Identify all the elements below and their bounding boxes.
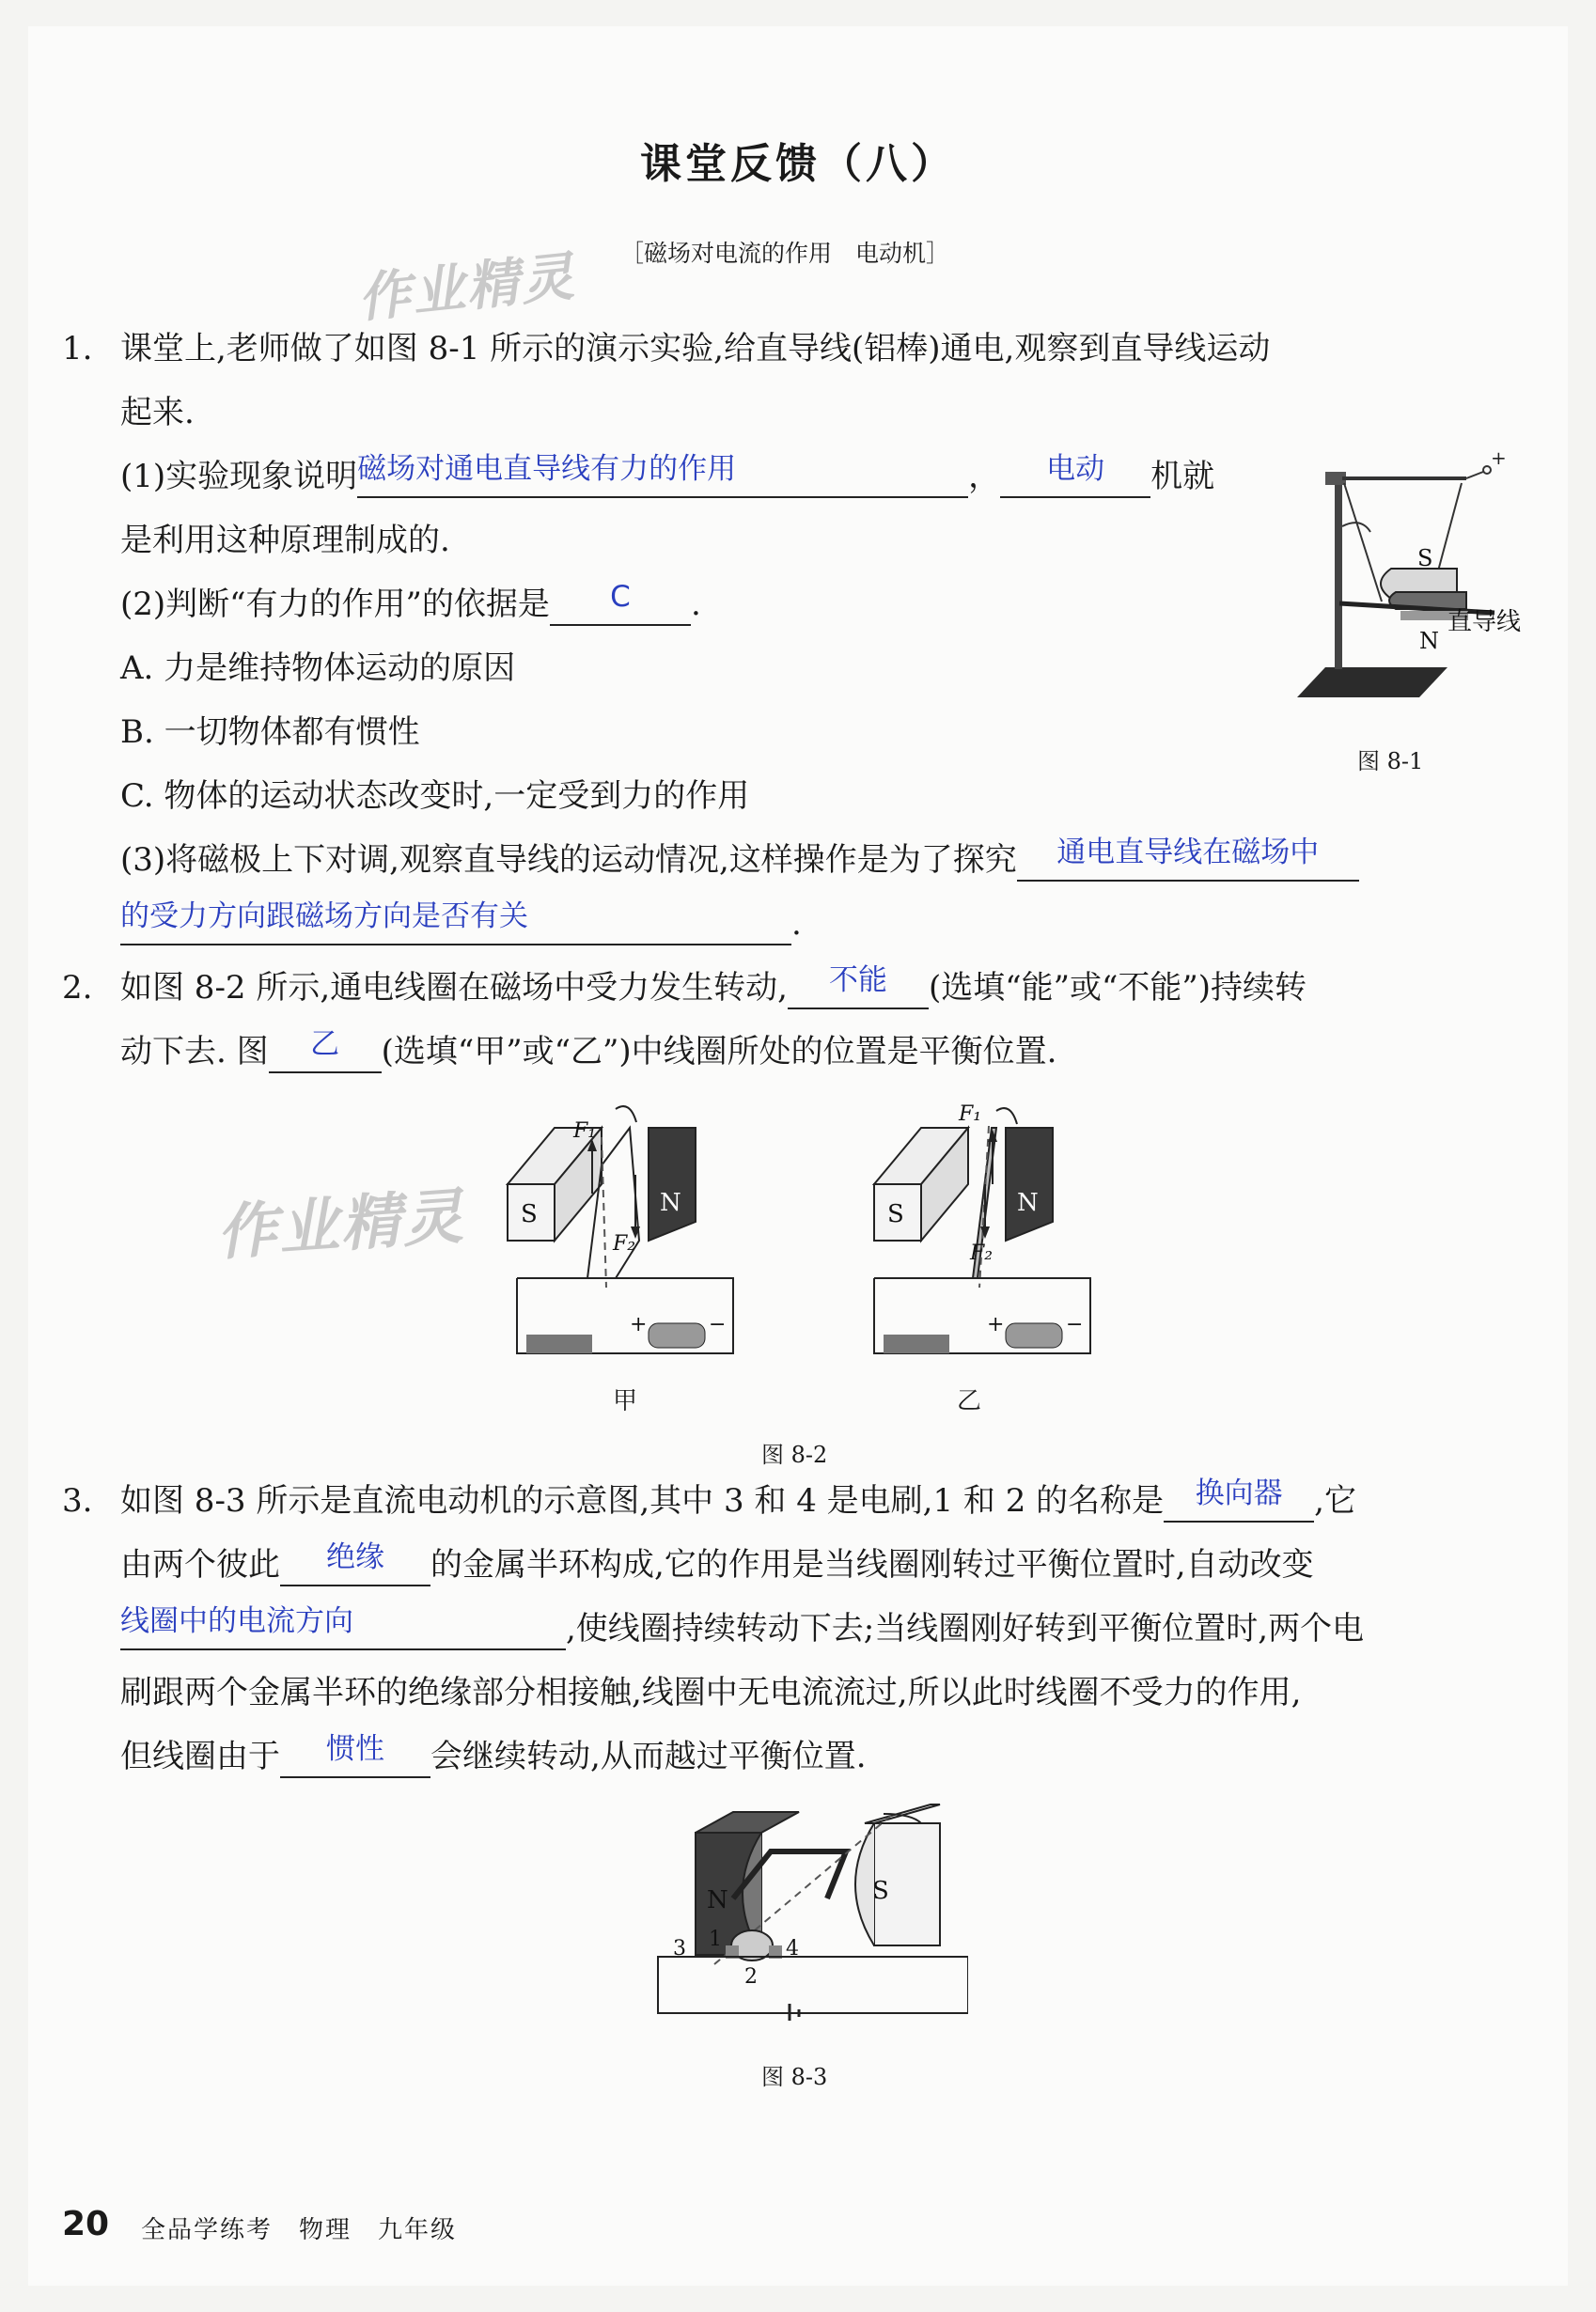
q1-part3-line2 xyxy=(120,899,802,945)
fig2-right-plus: + xyxy=(987,1313,1005,1336)
figure-8-2-label-jia: 甲 xyxy=(613,1387,638,1415)
q1-part2-blank[interactable] xyxy=(550,580,691,626)
q1-part1-blank1[interactable] xyxy=(357,452,968,498)
q3-answer2: 绝缘 xyxy=(326,1540,384,1574)
q1-part1-line2: 是利用这种原理制成的. xyxy=(120,522,450,559)
q3-answer3: 线圈中的电流方向 xyxy=(120,1604,353,1638)
figure-8-2-right xyxy=(855,1100,1109,1382)
q3-blank4[interactable] xyxy=(280,1732,430,1778)
q1-number: 1. xyxy=(62,330,93,367)
q1-part1-blank2[interactable] xyxy=(1000,452,1150,498)
q1-part1-line1 xyxy=(120,452,1215,498)
figure-8-2-left xyxy=(498,1100,752,1382)
q2-line2-suffix: (选填“甲”或“乙”)中线圈所处的位置是平衡位置. xyxy=(381,1033,1057,1070)
fig3-label-4: 4 xyxy=(786,1937,799,1961)
q3-line1-prefix: 如图 8-3 所示是直流电动机的示意图,其中 3 和 4 是电刷,1 和 2 的名称是 xyxy=(120,1482,1165,1520)
q1-part2-line xyxy=(120,580,701,626)
q2-answer1: 不能 xyxy=(828,963,887,997)
q1-option-a: A. 力是维持物体运动的原因 xyxy=(120,649,516,687)
q3-line2-suffix: 的金属半环构成,它的作用是当线圈刚转过平衡位置时,自动改变 xyxy=(430,1546,1314,1584)
fig2-right-f1: F₁ xyxy=(959,1102,982,1126)
fig1-plus-label: + xyxy=(1491,451,1507,469)
fig2-right-pole-s: S xyxy=(887,1200,904,1228)
q3-line5 xyxy=(120,1732,867,1778)
fig1-label-n: N xyxy=(1419,628,1439,654)
page-number: 20 xyxy=(62,2205,110,2243)
q2-line1-prefix: 如图 8-2 所示,通电线圈在磁场中受力发生转动, xyxy=(120,969,788,1007)
fig2-left-f2: F₂ xyxy=(613,1232,636,1256)
q1-stem-line1: 课堂上,老师做了如图 8-1 所示的演示实验,给直导线(铝棒)通电,观察到直导线运动 xyxy=(120,330,1271,367)
q2-line1 xyxy=(120,963,1307,1009)
q3-answer4: 惯性 xyxy=(326,1732,384,1766)
figure-8-3 xyxy=(649,1795,968,2021)
q3-line3 xyxy=(120,1604,1365,1650)
fig2-left-f1: F₁ xyxy=(573,1119,597,1143)
q3-line4: 刷跟两个金属半环的绝缘部分相接触,线圈中无电流流过,所以此时线圈不受力的作用, xyxy=(120,1674,1302,1711)
q3-line5-suffix: 会继续转动,从而越过平衡位置. xyxy=(430,1738,867,1775)
q1-part2-suffix: . xyxy=(690,586,701,623)
q3-line1-suffix: ,它 xyxy=(1314,1482,1356,1520)
fig2-left-pole-s: S xyxy=(521,1200,538,1228)
q2-line2 xyxy=(120,1027,1057,1073)
fig1-label-wire: 直导线 xyxy=(1447,608,1522,636)
fig3-label-2: 2 xyxy=(744,1965,758,1989)
fig3-label-1: 1 xyxy=(709,1928,722,1951)
q2-number: 2. xyxy=(62,969,93,1007)
fig3-pole-n: N xyxy=(707,1886,728,1914)
q1-part3-suffix: . xyxy=(791,905,802,943)
fig2-right-pole-n: N xyxy=(1017,1189,1039,1217)
fig1-label-s: S xyxy=(1417,545,1433,571)
fig2-right-minus: − xyxy=(1066,1313,1084,1336)
fig2-right-f2: F₂ xyxy=(970,1242,994,1265)
q2-line1-suffix: (选填“能”或“不能”)持续转 xyxy=(928,969,1307,1007)
q2-line2-prefix: 动下去. 图 xyxy=(120,1033,269,1070)
q1-part1-answer2: 电动 xyxy=(1046,452,1105,486)
fig3-pole-s: S xyxy=(872,1877,889,1905)
q1-part1-prefix: (1)实验现象说明 xyxy=(120,458,358,495)
q2-answer2: 乙 xyxy=(310,1027,340,1061)
q1-option-c: C. 物体的运动状态改变时,一定受到力的作用 xyxy=(120,777,750,815)
q1-part3-blank2[interactable] xyxy=(120,899,791,945)
figure-8-2-label-yi: 乙 xyxy=(957,1387,982,1415)
figure-8-3-caption: 图 8-3 xyxy=(761,2064,828,2090)
q1-part2-answer: C xyxy=(610,580,631,614)
figure-8-1-caption: 图 8-1 xyxy=(1357,748,1424,774)
q1-part3-answer2: 的受力方向跟磁场方向是否有关 xyxy=(120,899,528,933)
section-subtitle: ［磁场对电流的作用 电动机］ xyxy=(620,240,950,267)
q1-stem-line2: 起来. xyxy=(120,394,195,431)
q1-part1-suffix: 机就 xyxy=(1150,458,1215,495)
q1-part1-answer1: 磁场对通电直导线有力的作用 xyxy=(357,452,737,486)
q3-blank2[interactable] xyxy=(280,1540,430,1586)
watermark-middle: 作业精灵 xyxy=(214,1181,467,1270)
q3-blank1[interactable] xyxy=(1164,1476,1314,1523)
q3-line3-suffix: ,使线圈持续转动下去;当线圈刚好转到平衡位置时,两个电 xyxy=(566,1610,1365,1648)
q2-blank1[interactable] xyxy=(788,963,929,1009)
q1-part3-answer1: 通电直导线在磁场中 xyxy=(1056,836,1320,869)
q3-line1 xyxy=(120,1476,1356,1523)
fig2-left-plus: + xyxy=(630,1313,648,1336)
watermark-top: 作业精灵 xyxy=(354,246,579,330)
q1-part2-prefix: (2)判断“有力的作用”的依据是 xyxy=(120,586,550,623)
q3-line5-prefix: 但线圈由于 xyxy=(120,1738,280,1775)
q1-part3-prefix: (3)将磁极上下对调,观察直导线的运动情况,这样操作是为了探究 xyxy=(120,841,1017,879)
figure-8-2-caption: 图 8-2 xyxy=(761,1442,828,1468)
figure-8-1 xyxy=(1288,451,1560,705)
page-title: 课堂反馈（八） xyxy=(640,140,956,188)
q3-blank3[interactable] xyxy=(120,1604,566,1650)
q3-number: 3. xyxy=(62,1482,93,1520)
fig2-left-pole-n: N xyxy=(660,1189,681,1217)
fig2-left-minus: − xyxy=(709,1313,727,1336)
q3-line2 xyxy=(120,1540,1314,1586)
book-title: 全品学练考 物理 九年级 xyxy=(141,2216,458,2244)
q1-option-b: B. 一切物体都有惯性 xyxy=(120,713,420,751)
q1-part3-line1 xyxy=(120,838,1359,882)
q3-line2-prefix: 由两个彼此 xyxy=(120,1546,280,1584)
q1-part3-blank1[interactable] xyxy=(1017,836,1359,882)
fig3-label-3: 3 xyxy=(673,1937,686,1961)
q1-part1-comma: ， xyxy=(968,458,1001,495)
q3-answer1: 换向器 xyxy=(1195,1476,1283,1510)
q2-blank2[interactable] xyxy=(269,1027,382,1073)
